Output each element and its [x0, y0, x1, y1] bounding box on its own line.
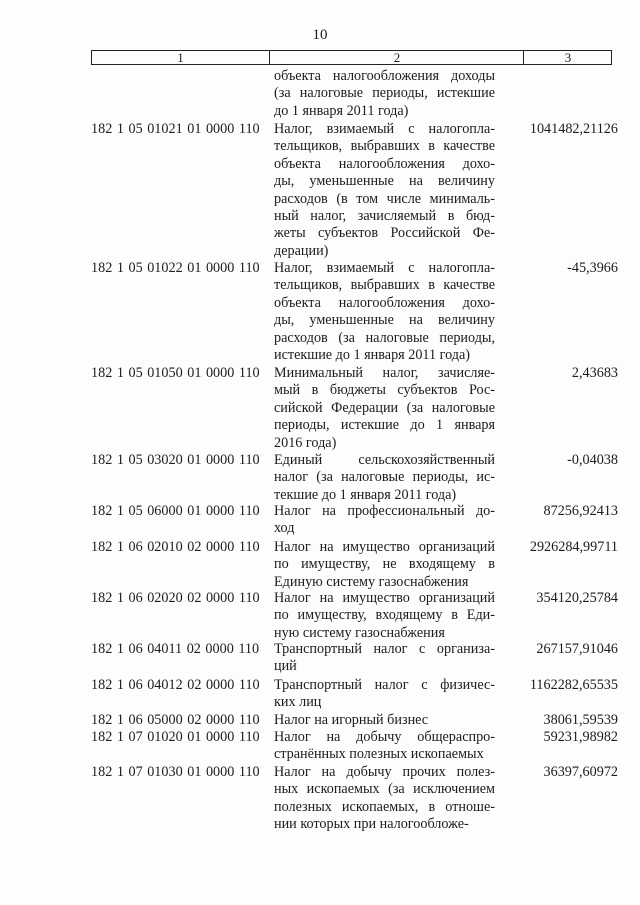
row-description: [274, 729, 495, 764]
description-line: объекта налогообложения дохо-: [274, 294, 495, 311]
description-line: налог (за налоговые периоды, ис-: [274, 469, 495, 486]
row-description: [274, 503, 495, 538]
row-code: 182 1 06 04012 02 0000 110: [91, 677, 260, 693]
row-description: [274, 452, 495, 504]
description-line: Налог на игорный бизнес: [274, 712, 429, 728]
row-amount: 1162282,65535: [529, 677, 618, 693]
description-line: мый в бюджеты субъектов Рос-: [274, 382, 495, 399]
description-line: расходов (за налоговые периоды,: [274, 329, 495, 346]
row-description: [274, 68, 495, 120]
description-line: полезных ископаемых, в отноше-: [274, 798, 495, 815]
description-line: до 1 января 2011 года): [274, 102, 409, 119]
row-code: 182 1 06 04011 02 0000 110: [91, 641, 260, 657]
header-col-2: 2: [269, 51, 524, 64]
description-line: Транспортный налог с организа-: [274, 641, 495, 657]
description-line: Транспортный налог с физичес-: [274, 677, 495, 693]
description-line: периоды, истекшие до 1 января: [274, 417, 495, 434]
row-code: 182 1 05 01050 01 0000 110: [91, 365, 260, 381]
row-description: [274, 641, 495, 676]
row-code: 182 1 05 03020 01 0000 110: [91, 452, 260, 468]
row-code: 182 1 06 05000 02 0000 110: [91, 712, 260, 728]
row-amount: 38061,59539: [543, 712, 618, 728]
row-amount: 36397,60972: [543, 764, 618, 780]
row-amount: 1041482,21126: [529, 121, 618, 137]
description-line: объекта налогообложения доходы: [274, 68, 495, 84]
row-code: 182 1 05 01022 01 0000 110: [91, 260, 260, 276]
description-line: ды, уменьшенные на величину: [274, 312, 495, 329]
description-line: ций: [274, 658, 297, 675]
description-line: жеты субъектов Российской Фе-: [274, 225, 495, 242]
row-description: [274, 677, 495, 712]
description-line: странённых полезных ископаемых: [274, 746, 484, 763]
description-line: (за налоговые периоды, истекшие: [274, 85, 495, 102]
row-amount: 354120,25784: [536, 590, 618, 606]
row-amount: 2926284,99711: [529, 539, 618, 555]
description-line: ную систему газоснабжения: [274, 624, 445, 641]
description-line: Налог на добычу прочих полез-: [274, 764, 495, 780]
description-line: по имуществу, входящему в Еди-: [274, 607, 495, 624]
description-line: ный налог, зачисляемый в бюд-: [274, 208, 495, 225]
row-code: 182 1 05 06000 01 0000 110: [91, 503, 260, 519]
row-code: 182 1 07 01030 01 0000 110: [91, 764, 260, 780]
description-line: Единый сельскохозяйственный: [274, 452, 495, 468]
row-amount: -45,3966: [567, 260, 618, 276]
description-line: расходов (в том числе минималь-: [274, 190, 495, 207]
description-line: Налог на добычу общераспро-: [274, 729, 495, 745]
description-line: по имуществу, не входящему в: [274, 556, 495, 573]
description-line: Налог на профессиональный до-: [274, 503, 495, 519]
description-line: ды, уменьшенные на величину: [274, 173, 495, 190]
row-description: [274, 365, 495, 452]
description-line: ных ископаемых (за исключением: [274, 781, 495, 798]
description-line: дерации): [274, 242, 329, 259]
row-description: [274, 590, 495, 642]
row-description: [274, 121, 495, 260]
row-code: 182 1 06 02010 02 0000 110: [91, 539, 260, 555]
row-description: [274, 539, 495, 591]
header-col-1: 1: [177, 50, 184, 65]
description-line: тельщиков, выбравших в качестве: [274, 277, 495, 294]
description-line: тельщиков, выбравших в качестве: [274, 138, 495, 155]
description-line: ход: [274, 520, 295, 537]
row-amount: 87256,92413: [543, 503, 618, 519]
row-amount: 59231,98982: [543, 729, 618, 745]
description-line: ких лиц: [274, 694, 322, 711]
row-code: 182 1 06 02020 02 0000 110: [91, 590, 260, 606]
row-code: 182 1 05 01021 01 0000 110: [91, 121, 260, 137]
row-description: [274, 712, 495, 729]
description-line: Минимальный налог, зачисляе-: [274, 365, 495, 381]
description-line: текшие до 1 января 2011 года): [274, 486, 457, 503]
description-line: Налог на имущество организаций: [274, 539, 495, 555]
row-description: [274, 764, 495, 834]
description-line: Единую систему газоснабжения: [274, 573, 469, 590]
row-description: [274, 260, 495, 364]
row-code: 182 1 07 01020 01 0000 110: [91, 729, 260, 745]
description-line: нии которых при налогообложе-: [274, 816, 469, 833]
row-amount: 2,43683: [571, 365, 618, 381]
description-line: истекшие до 1 января 2011 года): [274, 347, 471, 364]
description-line: Налог, взимаемый с налогопла-: [274, 260, 495, 276]
row-amount: -0,04038: [567, 452, 618, 468]
page-number: 10: [312, 27, 328, 43]
description-line: 2016 года): [274, 434, 337, 451]
header-col-3: 3: [523, 51, 612, 64]
description-line: Налог, взимаемый с налогопла-: [274, 121, 495, 137]
row-amount: 267157,91046: [536, 641, 618, 657]
description-line: объекта налогообложения дохо-: [274, 155, 495, 172]
description-line: Налог на имущество организаций: [274, 590, 495, 606]
description-line: сийской Федерации (за налоговые: [274, 399, 495, 416]
